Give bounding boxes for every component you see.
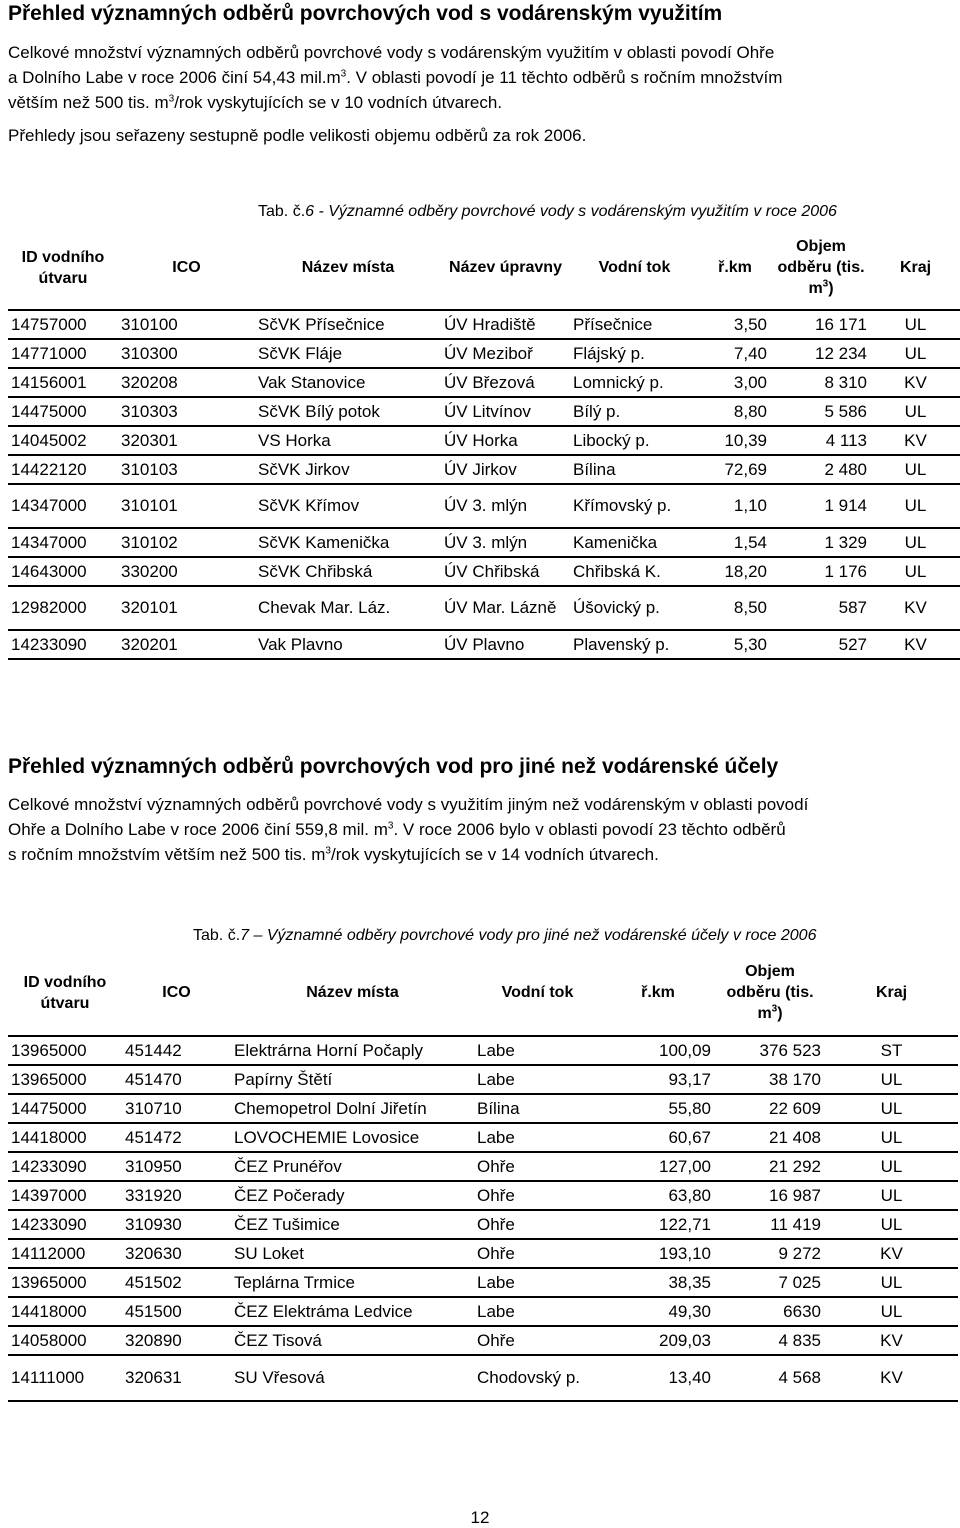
table-cell: 38,35 — [668, 1272, 711, 1292]
table-cell: 330200 — [121, 561, 178, 581]
header-rkm: ř.km — [641, 984, 675, 1001]
table-cell: Ohře — [477, 1156, 515, 1176]
table-cell: Úšovický p. — [573, 598, 660, 617]
table-row — [8, 1152, 958, 1181]
table-cell: 1,54 — [733, 532, 767, 552]
table-cell: 2 480 — [824, 459, 867, 479]
table-row — [8, 368, 960, 397]
table-cell: 1,10 — [733, 496, 767, 515]
table-cell: VS Horka — [258, 430, 331, 450]
table-cell: 10,39 — [724, 430, 767, 450]
table-cell: KV — [880, 1330, 903, 1350]
table-cell: Libocký p. — [573, 430, 650, 450]
table-row — [8, 557, 960, 586]
table-row — [8, 528, 960, 557]
table-cell: 60,67 — [668, 1127, 711, 1147]
table-cell: 14397000 — [11, 1185, 87, 1205]
table-cell: 320301 — [121, 430, 178, 450]
table-cell: SčVK Kamenička — [258, 532, 390, 552]
table-cell: ÚV Mar. Lázně — [444, 598, 557, 617]
table-cell: 14418000 — [11, 1127, 87, 1147]
table-cell: 14475000 — [11, 1098, 87, 1118]
table-row — [8, 1268, 958, 1297]
table-cell: KV — [904, 634, 927, 654]
table-cell: UL — [880, 1272, 903, 1292]
table-cell: Labe — [477, 1069, 515, 1089]
table-cell: KV — [904, 372, 927, 392]
table-cell: 310300 — [121, 343, 178, 363]
table-cell: UL — [880, 1069, 903, 1089]
table-cell: 63,80 — [668, 1185, 711, 1205]
section1-heading: Přehled významných odběrů povrchových vod s vodárenským využitím — [8, 2, 723, 25]
table2-caption: Tab. č.7 – Významné odběry povrchové vody pro jiné než vodárenské účely v roce 2006 — [193, 927, 817, 944]
header-id: ID vodního útvaru — [21, 248, 105, 287]
table-cell: 12 234 — [815, 343, 867, 363]
table-cell: 18,20 — [724, 561, 767, 581]
table-cell: 451470 — [125, 1069, 182, 1089]
table-cell: 13965000 — [11, 1272, 87, 1292]
table-row — [8, 1094, 958, 1123]
table-row — [8, 1355, 958, 1401]
table-row — [8, 630, 960, 659]
table-cell: 320208 — [121, 372, 178, 392]
table-cell: UL — [880, 1156, 903, 1176]
table-cell: Ohře — [477, 1214, 515, 1234]
table-cell: 310100 — [121, 314, 178, 334]
table-row — [8, 426, 960, 455]
header-ico: ICO — [162, 984, 191, 1001]
table-cell: 451442 — [125, 1040, 182, 1060]
table-row — [8, 1065, 958, 1094]
table-row — [8, 1297, 958, 1326]
table-cell: 122,71 — [659, 1214, 711, 1234]
table-cell: 12982000 — [11, 598, 87, 617]
table-cell: 14643000 — [11, 561, 87, 581]
table-cell: 14233090 — [11, 1156, 87, 1176]
table-cell: 93,17 — [668, 1069, 711, 1089]
table-cell: UL — [904, 459, 927, 479]
table-cell: UL — [904, 561, 927, 581]
table-cell: 22 609 — [769, 1098, 821, 1118]
table-cell: Elektrárna Horní Počaply — [234, 1040, 423, 1060]
table-cell: Bílý p. — [573, 401, 621, 421]
table-cell: 13965000 — [11, 1040, 87, 1060]
table-cell: 14422120 — [11, 459, 87, 479]
table-cell: 587 — [838, 598, 867, 617]
header-plant: Název úpravny — [449, 259, 562, 276]
table1 — [8, 226, 960, 660]
table-cell: UL — [880, 1127, 903, 1147]
table-row — [8, 1210, 958, 1239]
table-row — [8, 484, 960, 528]
table-cell: Labe — [477, 1040, 515, 1060]
header-name: Název místa — [306, 984, 399, 1001]
table-cell: 527 — [838, 634, 867, 654]
table-cell: 331920 — [125, 1185, 182, 1205]
header-name: Název místa — [301, 259, 395, 276]
table-row — [8, 1123, 958, 1152]
table-cell: SčVK Jirkov — [258, 459, 350, 479]
table-cell: UL — [880, 1185, 903, 1205]
table-cell: UL — [904, 496, 927, 515]
table-cell: SU Vřesová — [234, 1368, 325, 1387]
table-cell: 310303 — [121, 401, 178, 421]
header-rkm: ř.km — [718, 259, 752, 276]
header-volume: Objem odběru (tis. $m^3$) — [726, 963, 814, 1022]
table-cell: Bílina — [573, 459, 616, 479]
table-cell: LOVOCHEMIE Lovosice — [234, 1127, 420, 1147]
table-cell: 6630 — [783, 1301, 821, 1321]
table-cell: 451502 — [125, 1272, 182, 1292]
table-cell: 4 113 — [825, 430, 867, 450]
table-cell: 1 329 — [824, 532, 867, 552]
table-row — [8, 397, 960, 426]
table-cell: 14111000 — [11, 1368, 85, 1387]
table-cell: 127,00 — [659, 1156, 711, 1176]
table-cell: 1 176 — [824, 561, 867, 581]
table-cell: UL — [904, 343, 927, 363]
table-cell: 320631 — [125, 1368, 182, 1387]
table-cell: 310930 — [125, 1214, 182, 1234]
table-cell: ÚV Meziboř — [444, 343, 533, 363]
table-cell: ČEZ Tušimice — [234, 1214, 340, 1234]
table-row — [8, 1181, 958, 1210]
table-cell: KV — [880, 1243, 903, 1263]
table-cell: ÚV 3. mlýn — [444, 496, 528, 515]
table-cell: 21 292 — [769, 1156, 821, 1176]
table-cell: 310710 — [125, 1098, 182, 1118]
table-row — [8, 586, 960, 630]
table-cell: 16 171 — [815, 314, 867, 334]
table-cell: Kamenička — [573, 532, 658, 552]
section2-heading: Přehled významných odběrů povrchových vod pro jiné než vodárenské účely — [8, 755, 779, 778]
table-row — [8, 1036, 958, 1065]
table-cell: Bílina — [477, 1098, 520, 1118]
table-cell: 310102 — [121, 532, 178, 552]
table-cell: ÚV Horka — [444, 430, 518, 450]
table-cell: Flájský p. — [573, 343, 645, 363]
table-cell: ÚV Březová — [444, 372, 535, 392]
table-cell: Teplárna Trmice — [234, 1272, 355, 1292]
table-cell: SčVK Bílý potok — [258, 401, 380, 421]
table-cell: 14058000 — [11, 1330, 87, 1350]
table-cell: Chemopetrol Dolní Jiřetín — [234, 1098, 427, 1118]
table-cell: 1 914 — [824, 496, 867, 515]
table-cell: 8 310 — [824, 372, 867, 392]
table-cell: 14045002 — [11, 430, 87, 450]
table-cell: Vak Plavno — [258, 634, 343, 654]
table-cell: 320630 — [125, 1243, 182, 1263]
header-volume: Objem odběru (tis. $m^3$) — [777, 238, 865, 297]
header-region: Kraj — [875, 984, 908, 1001]
table-cell: 11 419 — [770, 1214, 821, 1234]
table-cell: ÚV 3. mlýn — [444, 532, 528, 552]
table-cell: Křímovský p. — [573, 496, 672, 515]
page-number: 12 — [470, 1508, 490, 1527]
table-cell: ÚV Litvínov — [444, 401, 531, 421]
table2 — [8, 950, 958, 1402]
table-cell: Chevak Mar. Láz. — [258, 598, 391, 617]
table-cell: 49,30 — [668, 1301, 711, 1321]
table-cell: 14112000 — [11, 1243, 86, 1263]
table-cell: 14156001 — [11, 372, 87, 392]
table-cell: Chřibská K. — [573, 561, 661, 581]
table-cell: UL — [904, 532, 927, 552]
table-cell: 21 408 — [769, 1127, 821, 1147]
table-cell: SčVK Přísečnice — [258, 314, 385, 334]
table-cell: UL — [904, 314, 927, 334]
table-cell: 9 272 — [778, 1243, 821, 1263]
table-cell: ÚV Jirkov — [444, 459, 517, 479]
table-cell: 193,10 — [659, 1243, 711, 1263]
table-cell: ČEZ Tisová — [234, 1330, 322, 1350]
table-cell: 310950 — [125, 1156, 182, 1176]
table-cell: Plavenský p. — [573, 634, 670, 654]
table-cell: 3,00 — [733, 372, 767, 392]
table-cell: 310103 — [121, 459, 178, 479]
table-cell: 3,50 — [733, 314, 767, 334]
table-cell: UL — [904, 401, 927, 421]
table1-caption: Tab. č.6 - Významné odběry povrchové vody s vodárenským využitím v roce 2006 — [258, 203, 837, 220]
table-cell: 55,80 — [668, 1098, 711, 1118]
table-cell: 320101 — [121, 598, 178, 617]
table-cell: ST — [880, 1040, 903, 1060]
table-cell: Labe — [477, 1127, 515, 1147]
table-row — [8, 339, 960, 368]
table-cell: UL — [880, 1214, 903, 1234]
table-cell: KV — [880, 1368, 903, 1387]
header-stream: Vodní tok — [598, 259, 671, 276]
table-cell: 451500 — [125, 1301, 182, 1321]
section2-paragraph: Celkové množství významných odběrů povrchové vody s využitím jiným než vodárenským v oblasti povodí Ohře a Dolního Labe v roce 2006 činí 559,8 mil. $m^3$. V roce 2006 bylo v oblasti povodí 23 těchto odběrů s ročním množstvím větším než 500 tis. $m^3$/rok vyskytujících se v 14 vodních útvarech. — [8, 795, 809, 864]
table-cell: SU Loket — [234, 1243, 304, 1263]
header-region: Kraj — [899, 259, 932, 276]
table-cell: 14771000 — [11, 343, 87, 363]
table-row — [8, 310, 960, 339]
table-cell: ČEZ Elektráma Ledvice — [234, 1301, 413, 1321]
table-cell: 16 987 — [769, 1185, 821, 1205]
table-cell: Labe — [477, 1272, 515, 1292]
table-cell: 100,09 — [659, 1040, 711, 1060]
table-cell: ÚV Chřibská — [444, 561, 540, 581]
table-cell: Lomnický p. — [573, 372, 664, 392]
table-cell: 13,40 — [668, 1368, 711, 1387]
table-cell: SčVK Chřibská — [258, 561, 373, 581]
table-cell: 7,40 — [733, 343, 767, 363]
table-cell: 320890 — [125, 1330, 182, 1350]
table-cell: 376 523 — [759, 1040, 821, 1060]
table-cell: Ohře — [477, 1330, 515, 1350]
table-cell: ČEZ Prunéřov — [234, 1156, 342, 1176]
table-cell: Přísečnice — [573, 314, 653, 334]
table-cell: 7 025 — [778, 1272, 821, 1292]
table-cell: Ohře — [477, 1185, 515, 1205]
table-cell: ÚV Hradiště — [444, 314, 536, 334]
table-cell: 14418000 — [11, 1301, 87, 1321]
table-cell: 14233090 — [11, 634, 87, 654]
table-cell: 8,50 — [733, 598, 767, 617]
table-cell: KV — [904, 598, 927, 617]
table-cell: 14347000 — [11, 496, 87, 515]
section1-paragraph: Celkové množství významných odběrů povrchové vody s vodárenským využitím v oblasti povodí Ohře a Dolního Labe v roce 2006 činí 54,43 $mil.m^3$. V oblasti povodí je 11 těchto odběrů s ročním množstvím větším než 500 tis. $m^3$/rok vyskytujících se v 10 vodních útvarech. Přehledy jsou seřazeny sestupně podle velikosti objemu odběrů za rok 2006. — [8, 43, 783, 145]
table-cell: 13965000 — [11, 1069, 87, 1089]
table-cell: 5,30 — [733, 634, 767, 654]
table-cell: 38 170 — [769, 1069, 821, 1089]
table-row — [8, 455, 960, 484]
table-cell: 310101 — [121, 496, 178, 515]
table-cell: Labe — [477, 1301, 515, 1321]
table-cell: Vak Stanovice — [258, 372, 366, 392]
table-cell: 8,80 — [733, 401, 767, 421]
table-cell: ČEZ Počerady — [234, 1185, 345, 1205]
table-cell: 209,03 — [659, 1330, 711, 1350]
table-cell: Chodovský p. — [477, 1368, 580, 1387]
table-cell: 320201 — [121, 634, 178, 654]
table-cell: KV — [904, 430, 927, 450]
table-cell: 5 586 — [824, 401, 867, 421]
table-cell: ÚV Plavno — [444, 634, 525, 654]
table-cell: 4 568 — [778, 1368, 821, 1387]
table-cell: 72,69 — [724, 459, 767, 479]
table-row — [8, 1326, 958, 1355]
table-cell: UL — [880, 1301, 903, 1321]
table-cell: 14757000 — [11, 314, 87, 334]
table-cell: 14347000 — [11, 532, 87, 552]
table-cell: 4 835 — [778, 1330, 821, 1350]
table-cell: UL — [880, 1098, 903, 1118]
table-cell: Papírny Štětí — [234, 1069, 333, 1089]
table-cell: SčVK Křímov — [258, 496, 360, 515]
table-cell: 14475000 — [11, 401, 87, 421]
header-stream: Vodní tok — [501, 984, 574, 1001]
header-id: ID vodního útvaru — [23, 973, 107, 1012]
table-cell: Ohře — [477, 1243, 515, 1263]
table-cell: 451472 — [125, 1127, 182, 1147]
table-cell: 14233090 — [11, 1214, 87, 1234]
table-cell: SčVK Fláje — [258, 343, 343, 363]
table-row — [8, 1239, 958, 1268]
header-ico: ICO — [172, 259, 201, 276]
